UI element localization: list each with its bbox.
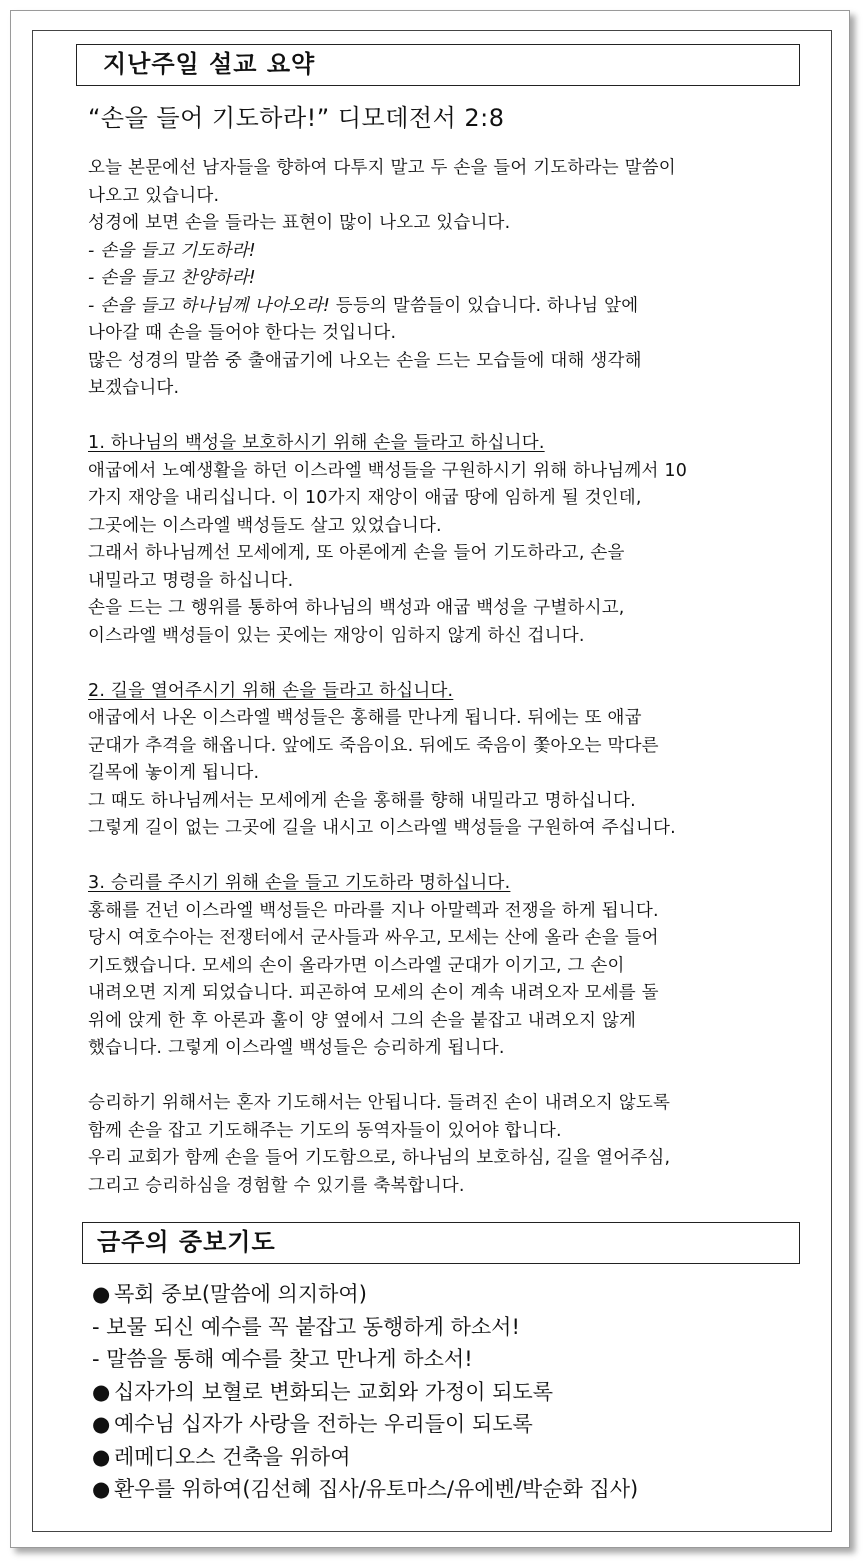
list-item-text: 십자가의 보혈로 변화되는 교회와 가정이 되도록 xyxy=(114,1379,554,1404)
quote-line-mixed xyxy=(88,293,788,321)
list-item-text: - 보물 되신 예수를 꼭 붙잡고 동행하게 하소서! xyxy=(92,1314,520,1339)
list-item xyxy=(92,1311,792,1344)
intercessory-prayer-title: 금주의 중보기도 xyxy=(82,1222,800,1264)
quote-line: - 손을 들고 기도하라! xyxy=(88,240,256,261)
spacer xyxy=(88,843,788,871)
spacer xyxy=(88,650,788,678)
list-item-text: 예수님 십자가 사랑을 전하는 우리들이 되도록 xyxy=(114,1412,533,1436)
text-line: 나아갈 때 손을 들어야 한다는 것입니다. xyxy=(88,323,397,343)
text-line: 내려오면 지게 되었습니다. 피곤하여 모세의 손이 계속 내려오자 모세를 돌 xyxy=(88,983,659,1003)
text-line: 우리 교회가 함께 손을 들어 기도함으로, 하나님의 보호하심, 길을 열어주심, xyxy=(88,1148,671,1168)
text-line: 내밀라고 명령을 하십니다. xyxy=(88,570,294,591)
quote-text: - 손을 들고 하나님께 나아오라! xyxy=(88,295,331,316)
list-item xyxy=(92,1473,792,1506)
list-item-text: 환우를 위하여(김선혜 집사/유토마스/유에벤/박순화 집사) xyxy=(114,1477,639,1501)
point-heading-1: 1. 하나님의 백성을 보호하시기 위해 손을 들라고 하십니다. xyxy=(88,433,545,453)
list-item xyxy=(92,1441,792,1474)
text-line: 그리고 승리하심을 경험할 수 있기를 축복합니다. xyxy=(88,1175,465,1196)
text-line: 그 때도 하나님께서는 모세에게 손을 홍해를 향해 내밀라고 명하십니다. xyxy=(88,790,636,811)
prayer-list xyxy=(92,1278,792,1506)
bullet-icon: ● xyxy=(92,1477,111,1501)
quote-rest: 등등의 말씀들이 있습니다. 하나님 앞에 xyxy=(330,295,639,316)
text-line: 그곳에는 이스라엘 백성들도 살고 있었습니다. xyxy=(88,515,442,536)
text-line: 그래서 하나님께선 모세에게, 또 아론에게 손을 들어 기도하라고, 손을 xyxy=(88,543,625,563)
text-line: 가지 재앙을 내리십니다. 이 10가지 재앙이 애굽 땅에 임하게 될 것인데, xyxy=(88,488,642,508)
text-line: 나오고 있습니다. xyxy=(88,185,220,206)
spacer xyxy=(88,403,788,431)
text-line: 그렇게 길이 없는 그곳에 길을 내시고 이스라엘 백성들을 구원하여 주십니다. xyxy=(88,818,676,838)
text-line: 애굽에서 노예생활을 하던 이스라엘 백성들을 구원하시기 위해 하나님께서 10 xyxy=(88,460,688,481)
text-line: 군대가 추격을 해옵니다. 앞에도 죽음이요. 뒤에도 죽음이 쫓아오는 막다른 xyxy=(88,735,659,756)
list-item xyxy=(92,1408,792,1441)
text-line: 당시 여호수아는 전쟁터에서 군사들과 싸우고, 모세는 산에 올라 손을 들어 xyxy=(88,928,659,948)
bullet-icon: ● xyxy=(92,1444,111,1469)
point-heading-3: 3. 승리를 주시기 위해 손을 들고 기도하라 명하십니다. xyxy=(88,873,511,893)
sermon-body xyxy=(88,155,788,1200)
bullet-icon: ● xyxy=(92,1282,111,1306)
text-line: 성경에 보면 손을 들라는 표현이 많이 나오고 있습니다. xyxy=(88,213,511,233)
quote-line: - 손을 들고 찬양하라! xyxy=(88,268,256,288)
list-item-text: - 말씀을 통해 예수를 찾고 만나게 하소서! xyxy=(92,1347,473,1371)
text-line: 애굽에서 나온 이스라엘 백성들은 홍해를 만나게 됩니다. 뒤에는 또 애굽 xyxy=(88,708,642,728)
text-line: 보겠습니다. xyxy=(88,378,180,398)
text-line: 손을 드는 그 행위를 통하여 하나님의 백성과 애굽 백성을 구별하시고, xyxy=(88,598,625,618)
sermon-summary-title: 지난주일 설교 요약 xyxy=(76,44,800,86)
bullet-icon: ● xyxy=(92,1379,111,1404)
text-line: 함께 손을 잡고 기도해주는 기도의 동역자들이 있어야 합니다. xyxy=(88,1120,562,1141)
text-line: 기도했습니다. 모세의 손이 올라가면 이스라엘 군대가 이기고, 그 손이 xyxy=(88,955,625,976)
bullet-icon: ● xyxy=(92,1412,111,1436)
spacer xyxy=(88,1063,788,1091)
text-line: 홍해를 건넌 이스라엘 백성들은 마라를 지나 아말렉과 전쟁을 하게 됩니다. xyxy=(88,900,659,921)
point-heading-2: 2. 길을 열어주시기 위해 손을 들라고 하십니다. xyxy=(88,680,454,701)
text-line: 이스라엘 백성들이 있는 곳에는 재앙이 임하지 않게 하신 겁니다. xyxy=(88,625,585,646)
text-line: 많은 성경의 말씀 중 출애굽기에 나오는 손을 드는 모습들에 대해 생각해 xyxy=(88,350,642,371)
text-line: 오늘 본문에선 남자들을 향하여 다투지 말고 두 손을 들어 기도하라는 말씀이 xyxy=(88,158,676,178)
sermon-title: “손을 들어 기도하라!” 디모데전서 2:8 xyxy=(88,104,505,132)
text-line: 했습니다. 그렇게 이스라엘 백성들은 승리하게 됩니다. xyxy=(88,1038,505,1058)
list-item-text: 목회 중보(말씀에 의지하여) xyxy=(114,1282,367,1306)
list-item-text: 레메디오스 건축을 위하여 xyxy=(114,1444,351,1469)
text-line: 승리하기 위해서는 혼자 기도해서는 안됩니다. 들려진 손이 내려오지 않도록 xyxy=(88,1093,671,1113)
list-item xyxy=(92,1343,792,1376)
text-line: 위에 앉게 한 후 아론과 훌이 양 옆에서 그의 손을 붙잡고 내려오지 않게 xyxy=(88,1010,637,1031)
list-item xyxy=(92,1376,792,1409)
text-line: 길목에 놓이게 됩니다. xyxy=(88,763,260,783)
list-item xyxy=(92,1278,792,1311)
